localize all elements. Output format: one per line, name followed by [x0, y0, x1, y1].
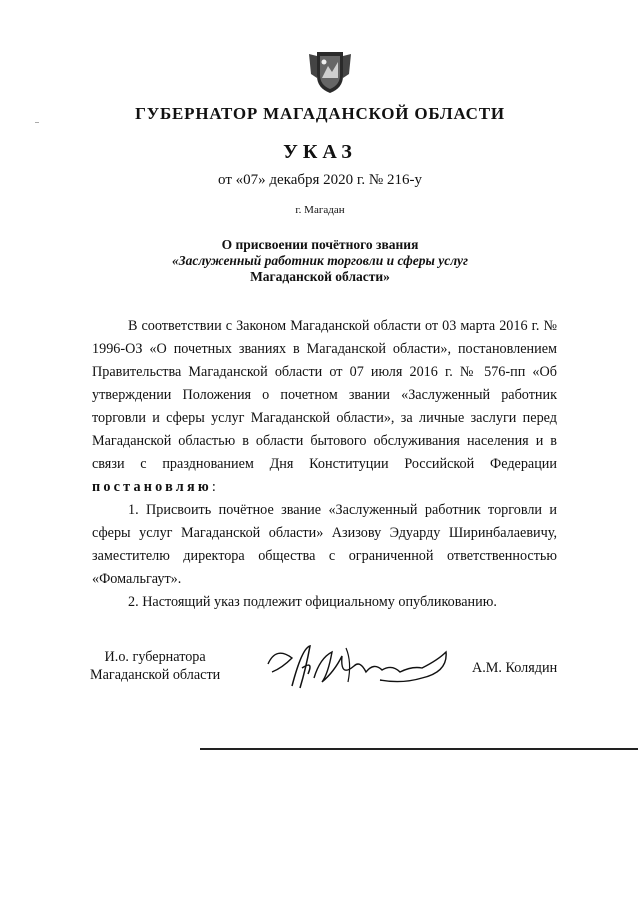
subject-line-1: О присвоении почётного звания: [221, 237, 419, 252]
decree-colon: :: [211, 479, 216, 495]
date-and-number: от «07» декабря 2020 г. № 216-у: [218, 172, 422, 188]
position-line-2: Магаданской области: [90, 667, 221, 683]
signatory-position: [90, 648, 220, 684]
subject-line-2: «Заслуженный работник торговли и сферы услуг: [172, 253, 468, 268]
footer-rule: [200, 748, 638, 750]
item-1-paragraph: 1. Присвоить почётное звание «Заслуженный работник торговли и сферы услуг Магаданской области» Азизову Эдуарду Ширинбалаевичу, заместителю директора общества с ограниченной ответственностью «Фомальгаут».: [92, 502, 557, 587]
decree-word: постановляю: [92, 479, 212, 495]
item-2-paragraph: 2. Настоящий указ подлежит официальному опубликованию.: [128, 594, 497, 610]
decree-subject: [0, 237, 640, 285]
issuing-authority: ГУБЕРНАТОР МАГАДАНСКОЙ ОБЛАСТИ: [135, 104, 505, 123]
decree-body: [92, 315, 557, 614]
handwritten-signature: [262, 638, 452, 698]
signatory-name: А.М. Колядин: [472, 660, 558, 676]
document-type: УКАЗ: [283, 141, 357, 163]
coat-of-arms-emblem: [305, 48, 355, 94]
preamble-paragraph: [92, 315, 557, 499]
preamble-text: В соответствии с Законом Магаданской области от 03 марта 2016 г. № 1996-ОЗ «О почетных званиях в Магаданской области», постановлением Правительства Магаданской области от 07 июля 2016 г. № 576-пп «Об утверждении Положения о почетном звании «Заслуженный работник торговли и сферы услуг Магаданской области», за личные заслуги перед Магаданской областью в области бытового обслуживания населения и в связи с празднованием Дня Конституции Российской Федерации: [92, 318, 557, 472]
subject-line-3: Магаданской области»: [250, 269, 390, 284]
place-of-issue: г. Магадан: [295, 204, 345, 216]
position-line-1: И.о. губернатора: [104, 649, 206, 665]
